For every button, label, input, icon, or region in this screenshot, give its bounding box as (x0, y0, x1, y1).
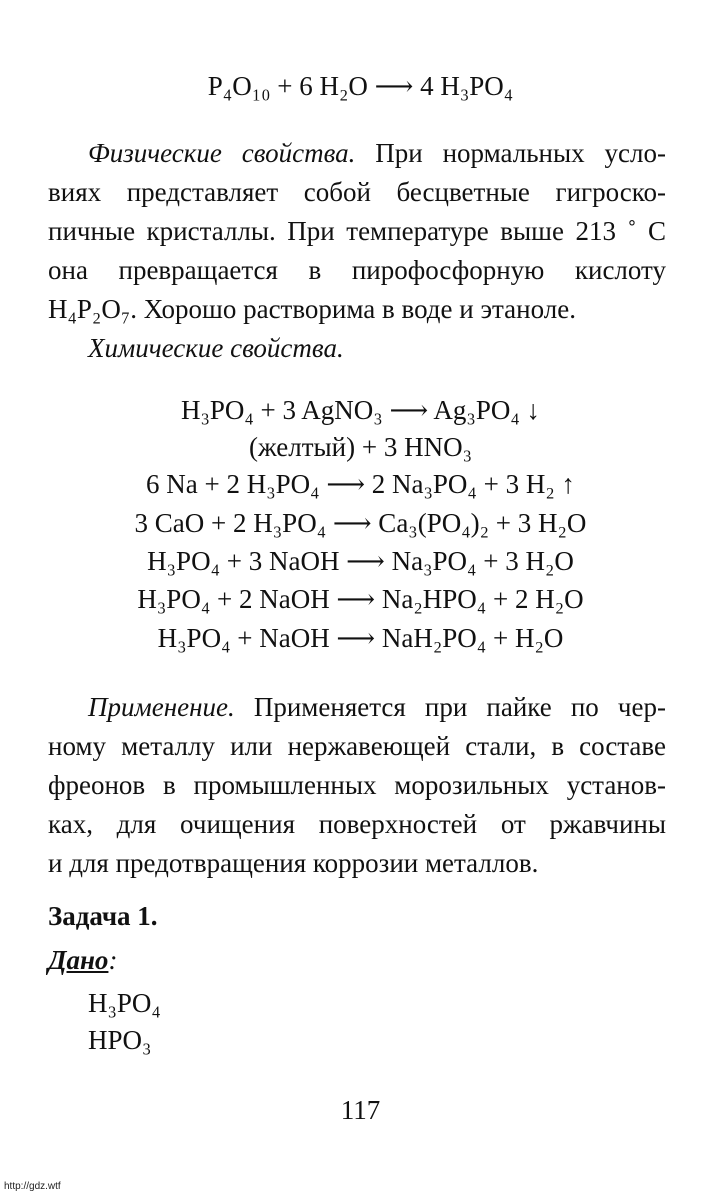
paragraph-line: ках, для очищения поверхностей от ржавчины (48, 809, 666, 839)
given-colon: : (108, 945, 118, 975)
equation: 6 Na + 2 H₃PO₄ ⟶ 2 Na₃PO₄ + 3 H₂ ↑ (146, 469, 575, 499)
chemical-properties-heading: Химические свойства. (88, 333, 344, 363)
application-heading: Применение. (88, 692, 235, 722)
equation: (желтый) + 3 HNO₃ (248, 432, 472, 462)
top-equation: P₄O₁₀ + 6 H₂O ⟶ 4 H₃PO₄ (207, 71, 514, 101)
paragraph-line: она превращается в пирофосфорную кислоту (48, 255, 666, 285)
physical-properties-paragraph (48, 134, 666, 368)
page-number: 117 (340, 1095, 381, 1125)
equation: H₃PO₄ + NaOH ⟶ NaH₂PO₄ + H₂O (157, 623, 564, 653)
task-heading: Задача 1. (48, 901, 158, 931)
watermark-url: http://gdz.wtf (4, 1181, 61, 1192)
paragraph-line: ному металлу или нержавеющей стали, в составе (48, 731, 666, 761)
equation: H₃PO₄ + 3 AgNO₃ ⟶ Ag₃PO₄ ↓ (180, 395, 541, 425)
equation: 3 CaO + 2 H₃PO₄ ⟶ Ca₃(PO₄)₂ + 3 H₂O (134, 508, 587, 538)
given-item: HPO₃ (88, 1025, 152, 1055)
paragraph-line: Физические свойства. При нормальных усло- (88, 138, 666, 168)
paragraph-line: фреонов в промышленных морозильных установ- (48, 770, 666, 800)
paragraph-line: H₄P₂O₇. Хорошо растворима в воде и этаноле. (48, 294, 576, 324)
paragraph-line: Применение. Применяется при пайке по чер- (88, 692, 666, 722)
paragraph-line: пичные кристаллы. При температуре выше 213 ˚ С (48, 216, 666, 246)
given-item: H₃PO₄ (88, 988, 161, 1018)
application-paragraph (48, 688, 666, 883)
given-row (48, 942, 117, 978)
paragraph-line: и для предотвращения коррозии металлов. (48, 848, 539, 878)
equation: H₃PO₄ + 3 NaOH ⟶ Na₃PO₄ + 3 H₂O (147, 546, 574, 576)
paragraph-line: виях представляет собой бесцветные гигроско- (48, 177, 666, 207)
physical-properties-heading: Физические свойства. (88, 138, 356, 168)
equation: H₃PO₄ + 2 NaOH ⟶ Na₂HPO₄ + 2 H₂O (137, 584, 584, 614)
given-label: Дано (48, 945, 109, 975)
